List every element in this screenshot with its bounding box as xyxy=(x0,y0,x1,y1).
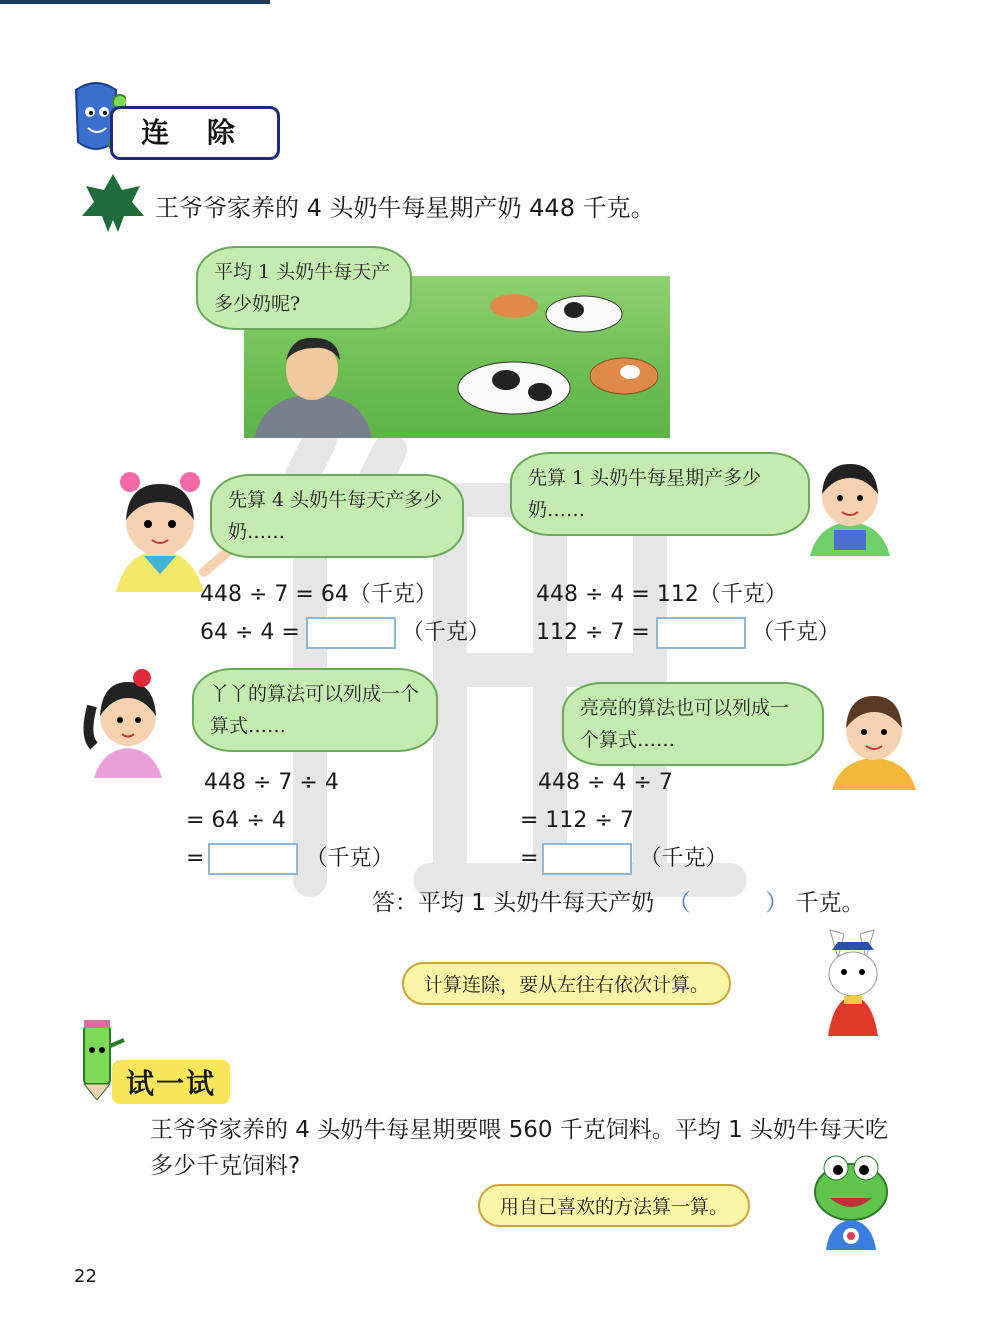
right-answer-box-1[interactable] xyxy=(656,617,746,649)
top-rule xyxy=(0,0,270,4)
try-section-label: 试一试 xyxy=(112,1060,230,1104)
left-calc xyxy=(200,576,490,652)
boy-bubble-1: 先算 1 头奶牛每星期产多少奶…… xyxy=(510,452,810,536)
boy-bubble-2: 亮亮的算法也可以列成一个算式…… xyxy=(562,682,824,766)
answer-prefix: 答：平均 1 头奶牛每天产奶 xyxy=(372,890,655,916)
farmer-figure xyxy=(254,338,372,438)
leaf-icon xyxy=(80,172,146,238)
right-calc-line1: 448 ÷ 4 = 112（千克） xyxy=(536,582,787,607)
left-combined-line1: 448 ÷ 7 ÷ 4 xyxy=(204,770,339,795)
right-combined-equals: = xyxy=(520,846,539,871)
section-title: 连 除 xyxy=(110,106,280,160)
right-combined-line2: = 112 ÷ 7 xyxy=(520,808,634,833)
girl-yaya-avatar-2 xyxy=(82,666,172,782)
rabbit-icon xyxy=(808,928,898,1040)
girl-bubble-2: 丫丫的算法可以列成一个算式…… xyxy=(192,668,438,752)
right-answer-box-2[interactable] xyxy=(542,843,632,875)
left-combined xyxy=(186,764,393,878)
left-calc-line1: 448 ÷ 7 = 64（千克） xyxy=(200,582,437,607)
left-combined-equals: = xyxy=(186,846,205,871)
left-calc-line2-prefix: 64 ÷ 4 = xyxy=(200,620,300,645)
answer-line xyxy=(372,884,865,922)
frog-icon xyxy=(806,1150,896,1254)
boy-liangliang-avatar-2 xyxy=(824,686,924,794)
left-answer-box-2[interactable] xyxy=(208,843,298,875)
right-combined-unit: （千克） xyxy=(639,846,728,871)
right-calc-line2-prefix: 112 ÷ 7 = xyxy=(536,620,650,645)
right-combined-line3 xyxy=(520,840,727,878)
left-calc-line2-unit: （千克） xyxy=(401,620,490,645)
answer-paren-open: （ xyxy=(667,890,691,916)
try-problem: 王爷爷家养的 4 头奶牛每星期要喂 560 千克饲料。平均 1 头奶牛每天吃多少千克饲料? xyxy=(150,1117,889,1179)
answer-paren-close: ） xyxy=(765,890,789,916)
rabbit-hint: 计算连除，要从左往右依次计算。 xyxy=(402,962,731,1005)
frog-hint: 用自己喜欢的方法算一算。 xyxy=(478,1184,750,1227)
right-calc-line2-unit: （千克） xyxy=(751,620,840,645)
page-number: 22 xyxy=(74,1266,97,1287)
left-combined-line3 xyxy=(186,840,393,878)
left-answer-box-1[interactable] xyxy=(306,617,396,649)
right-calc xyxy=(536,576,840,652)
right-combined-line1: 448 ÷ 4 ÷ 7 xyxy=(538,770,673,795)
left-combined-unit: （千克） xyxy=(305,846,394,871)
right-combined xyxy=(520,764,727,878)
answer-suffix: 千克。 xyxy=(795,890,865,916)
right-calc-line2 xyxy=(536,614,840,652)
left-combined-line2: = 64 ÷ 4 xyxy=(186,808,286,833)
girl-bubble-1: 先算 4 头奶牛每天产多少奶…… xyxy=(210,474,464,558)
boy-liangliang-avatar xyxy=(800,456,900,560)
problem-text: 王爷爷家养的 4 头奶牛每星期产奶 448 千克。 xyxy=(155,194,655,222)
left-calc-line2 xyxy=(200,614,490,652)
question-bubble: 平均 1 头奶牛每天产多少奶呢? xyxy=(196,246,412,330)
